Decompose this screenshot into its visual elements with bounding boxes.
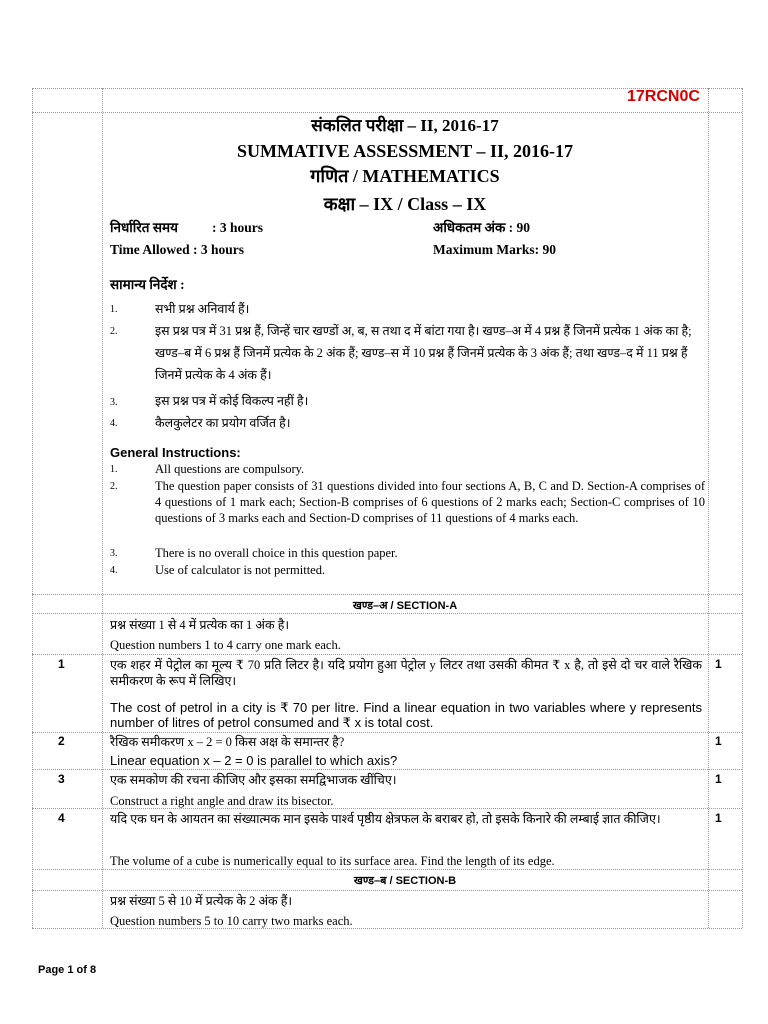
section-b-heading: खण्ड–ब / SECTION-B bbox=[353, 875, 457, 887]
section-a-note: Question numbers 1 to 4 carry one mark each. bbox=[110, 638, 341, 652]
gi-item-number: 4. bbox=[110, 565, 118, 576]
question-4-english: The volume of a cube is numerically equal to its surface area. Find the length of its edge. bbox=[110, 854, 555, 868]
paper-code: 17RCN0C bbox=[627, 88, 700, 105]
question-marks: 1 bbox=[715, 772, 722, 786]
section-b-note: Question numbers 5 to 10 carry two marks each. bbox=[110, 914, 353, 928]
section-a-heading: खण्ड–अ / SECTION-A bbox=[352, 600, 458, 612]
question-3-english: Construct a right angle and draw its bisector. bbox=[110, 794, 334, 808]
row-divider bbox=[32, 594, 742, 595]
question-2-english: Linear equation x – 2 = 0 is parallel to which axis? bbox=[110, 753, 398, 768]
gi-item: The question paper consists of 31 questions divided into four sections A, B, C and D. Section-A comprises of 4 questions of 1 mark each; Section-B comprises of 6 questions of 2 marks each; Section-C comprises of 10 questions of 3 marks each and Section-D comprises of 11 questions of 4 marks each. bbox=[155, 479, 705, 525]
general-instructions-heading: General Instructions: bbox=[110, 445, 241, 460]
hindi-instruction-item: इस प्रश्न पत्र में 31 प्रश्न हैं, जिन्हें चार खण्डों अ, ब, स तथा द में बांटा गया है। खण्ड–अ में 4 प्रश्न हैं जिनमें प्रत्येक 1 अंक का है; खण्ड–ब में 6 प्रश्न हैं जिनमें प्रत्येक के 2 अंक हैं; खण्ड–स में 10 प्रश्न हैं जिनमें प्रत्येक के 3 अंक हैं; तथा खण्ड–द में 11 प्रश्न हैं जिनमें प्रत्येक के 4 अंक हैं। bbox=[155, 324, 692, 382]
time-label-hindi: निर्धारित समय bbox=[110, 220, 178, 235]
table-border-left bbox=[32, 88, 33, 928]
gi-item: There is no overall choice in this question paper. bbox=[155, 546, 398, 560]
section-b-note-hindi: प्रश्न संख्या 5 से 10 में प्रत्येक के 2 अंक हैं। bbox=[110, 894, 293, 908]
hindi-title: संकलित परीक्षा – II, 2016-17 bbox=[311, 116, 499, 135]
hindi-instruction-item: सभी प्रश्न अनिवार्य हैं। bbox=[155, 302, 250, 316]
hindi-instruction-item: इस प्रश्न पत्र में कोई विकल्प नहीं है। bbox=[155, 394, 309, 408]
english-title: SUMMATIVE ASSESSMENT – II, 2016-17 bbox=[237, 141, 573, 161]
gi-item-number: 1. bbox=[110, 464, 118, 475]
hindi-instruction-item: कैलकुलेटर का प्रयोग वर्जित है। bbox=[155, 416, 291, 430]
question-marks: 1 bbox=[715, 811, 722, 825]
question-number: 1 bbox=[58, 657, 65, 671]
hindi-item-number: 4. bbox=[110, 418, 118, 429]
hindi-instructions-heading: सामान्य निर्देश : bbox=[110, 277, 185, 292]
row-divider bbox=[32, 869, 742, 870]
page-number: Page 1 of 8 bbox=[38, 964, 97, 976]
question-number: 4 bbox=[58, 811, 65, 825]
subject-title: गणित / MATHEMATICS bbox=[310, 166, 500, 186]
gi-item-number: 3. bbox=[110, 548, 118, 559]
hindi-item-number: 2. bbox=[110, 326, 118, 337]
section-a-note-hindi: प्रश्न संख्या 1 से 4 में प्रत्येक का 1 अंक है। bbox=[110, 618, 290, 632]
question-number: 2 bbox=[58, 734, 65, 748]
class-title: कक्षा – IX / Class – IX bbox=[323, 194, 487, 214]
hindi-item-number: 3. bbox=[110, 397, 118, 408]
table-border-col2 bbox=[708, 88, 709, 928]
hindi-item-number: 1. bbox=[110, 304, 118, 315]
row-divider bbox=[32, 732, 742, 733]
question-1-hindi: एक शहर में पेट्रोल का मूल्य ₹ 70 प्रति लिटर है। यदि प्रयोग हुआ पेट्रोल y लिटर तथा उसकी कीमत ₹ x है, तो इसे दो चर वाले रैखिक समीकरण के रूप में लिखिए। bbox=[110, 658, 702, 688]
question-4-hindi: यदि एक घन के आयतन का संख्यात्मक मान इसके पार्श्व पृष्ठीय क्षेत्रफल के बराबर हो, तो इसके किनारे की लम्बाई ज्ञात कीजिए। bbox=[110, 812, 661, 826]
table-border-right bbox=[742, 88, 743, 928]
max-marks: Maximum Marks: 90 bbox=[433, 242, 556, 257]
question-number: 3 bbox=[58, 772, 65, 786]
question-2-hindi: रैखिक समीकरण x – 2 = 0 किस अक्ष के समान्तर है? bbox=[110, 735, 345, 749]
row-divider bbox=[32, 769, 742, 770]
time-value-hindi: : 3 hours bbox=[212, 220, 264, 235]
max-marks-hindi: अधिकतम अंक : 90 bbox=[433, 220, 531, 235]
gi-item: Use of calculator is not permitted. bbox=[155, 563, 326, 577]
question-marks: 1 bbox=[715, 657, 722, 671]
gi-item-number: 2. bbox=[110, 481, 118, 492]
question-1-english: The cost of petrol in a city is ₹ 70 per litre. Find a linear equation in two variables where y represents number of litres of petrol consumed and ₹ x is total cost. bbox=[110, 700, 702, 730]
question-marks: 1 bbox=[715, 734, 722, 748]
time-allowed: Time Allowed : 3 hours bbox=[110, 242, 245, 257]
row-divider bbox=[32, 654, 742, 655]
gi-item: All questions are compulsory. bbox=[155, 462, 305, 476]
row-divider bbox=[32, 613, 742, 614]
question-3-hindi: एक समकोण की रचना कीजिए और इसका समद्विभाजक खींचिए। bbox=[110, 773, 397, 787]
row-divider bbox=[32, 890, 742, 891]
